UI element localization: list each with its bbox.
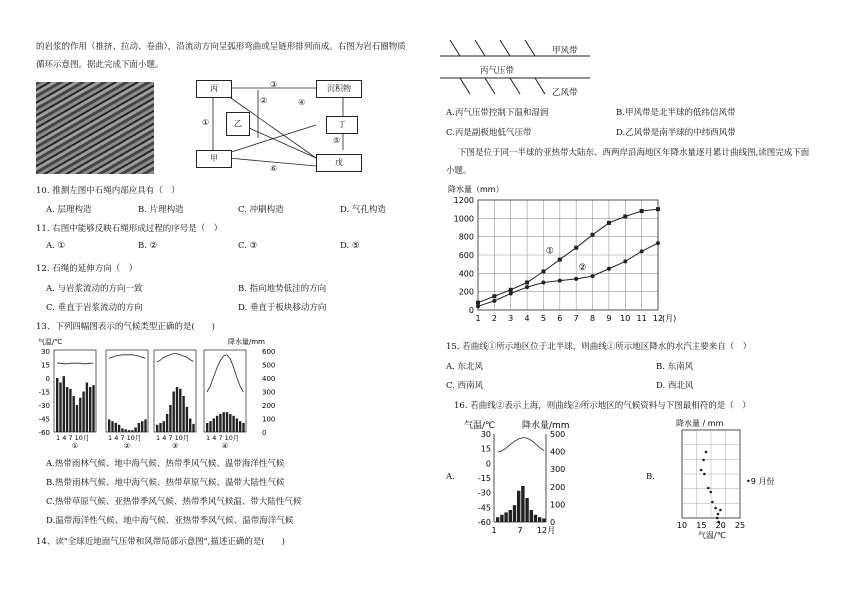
- y-tick-label: 200: [458, 287, 474, 297]
- precip-title: 降水量/mm: [522, 421, 570, 431]
- box-jia: 甲: [196, 150, 232, 168]
- p-tick: 200: [262, 402, 276, 410]
- series-point: [574, 246, 578, 250]
- y-tick-label: 800: [458, 232, 474, 242]
- x-tick-label: 10: [620, 314, 631, 323]
- precip-bar: [239, 421, 241, 432]
- precip-bar: [189, 419, 191, 433]
- scatter-point: [705, 451, 708, 454]
- t-tick: -45: [38, 415, 50, 424]
- scatter-point: [711, 501, 714, 504]
- series-point: [476, 304, 480, 308]
- intro-line2: 循环示意图。据此完成下面小题。: [36, 60, 164, 70]
- q14-option-c[interactable]: C.丙是副极地低气压带: [446, 128, 532, 138]
- q11-option-d[interactable]: D. ⑤: [340, 241, 360, 251]
- series-label: ②: [578, 263, 587, 274]
- precip-bar: [182, 396, 184, 432]
- intro-line1: 的岩浆的作用（推挤、拉动、卷曲），沿流动方向呈弧形弯曲或呈链形排列而成。右图为岩石圈物质: [36, 42, 406, 52]
- q10-option-c[interactable]: C. 冲刷构造: [238, 205, 284, 215]
- x-tick: 7: [517, 526, 523, 535]
- series-line-1: [478, 209, 658, 302]
- precip-bar: [232, 416, 234, 432]
- precip-bar: [111, 421, 113, 432]
- precip-bar: [56, 378, 58, 432]
- precip-bar: [504, 512, 507, 522]
- precip-bar: [166, 414, 168, 432]
- x-tick-label: 7: [573, 314, 579, 323]
- pressure-belt-bing: 丙气压带: [480, 66, 515, 76]
- q15-option-b[interactable]: B. 东南风: [656, 362, 694, 372]
- precip-bar: [517, 491, 520, 522]
- box-bing: 丙: [196, 80, 232, 98]
- precip-bar: [521, 486, 524, 522]
- x-tick-label: 12: [652, 314, 664, 323]
- scatter-point: [717, 513, 720, 516]
- t-tick: -45: [477, 503, 491, 513]
- precip-bar: [236, 419, 238, 433]
- p-tick: 500: [262, 361, 276, 370]
- num-1: ①: [202, 118, 210, 127]
- temp-curve: [207, 355, 243, 392]
- q13-stem: 13、下列四幅图表示的气候类型正确的是( ): [36, 322, 215, 332]
- x-tick-label: 8: [589, 314, 596, 323]
- precip-bar: [525, 498, 528, 522]
- precip-bar: [121, 428, 123, 432]
- series-point: [623, 215, 627, 219]
- series-point: [525, 285, 529, 289]
- series-point: [656, 207, 660, 211]
- q16-option-a[interactable]: A.: [446, 472, 455, 482]
- precip-bar: [138, 423, 140, 432]
- precip-bar: [229, 414, 231, 432]
- intro2-line2: 小题。: [446, 166, 472, 176]
- precip-bar: [242, 423, 244, 432]
- series-line-2: [478, 243, 658, 306]
- num-6: ⑥: [270, 164, 278, 173]
- x-tick-label: 9: [606, 314, 612, 323]
- series-point: [541, 281, 545, 285]
- precip-bar: [82, 392, 84, 433]
- month-ticks: 1 4 7 10月: [56, 434, 90, 442]
- series-point: [640, 209, 644, 213]
- precip-bar: [118, 425, 120, 432]
- series-point: [574, 277, 578, 281]
- t-tick: 15: [480, 444, 491, 454]
- q12-option-b[interactable]: B. 指向地势低洼的方向: [238, 284, 327, 294]
- x-tick-label: 3: [508, 314, 514, 323]
- precip-bar: [192, 424, 194, 432]
- precip-bar: [179, 389, 181, 432]
- t-tick: 15: [41, 361, 50, 370]
- x-tick-label: 1: [475, 314, 481, 323]
- precip-bar: [534, 515, 537, 522]
- x-tick-label: 6: [557, 314, 563, 323]
- temp-title: 气温/℃: [464, 421, 496, 431]
- q15-option-a[interactable]: A. 东北风: [446, 362, 484, 372]
- precip-bar: [125, 429, 127, 432]
- q14-option-b[interactable]: B.甲风带是北半球的低纬信风带: [616, 108, 736, 118]
- p-tick: 0: [550, 518, 556, 527]
- scatter-point: [700, 469, 703, 472]
- p-tick: 100: [550, 500, 566, 510]
- box-chen: 沉积物: [316, 80, 362, 98]
- t-tick: 0: [485, 459, 491, 469]
- y-tick-label: 400: [458, 269, 474, 279]
- precip-bar: [115, 423, 117, 432]
- precip-bar: [213, 419, 215, 433]
- y-tick-label: 1000: [453, 214, 474, 224]
- precip-bar: [173, 392, 175, 433]
- x-tick-label: 4: [524, 314, 530, 323]
- precip-bar: [163, 421, 165, 432]
- box-yi: 乙: [226, 112, 250, 136]
- q12-stem: 12. 石绳的延伸方向（ ）: [36, 264, 138, 274]
- precip-bar: [509, 510, 512, 522]
- num-3: ③: [270, 80, 278, 89]
- temp-curve: [109, 355, 145, 359]
- q12-option-c[interactable]: C. 垂直于岩浆流动的方向: [46, 303, 143, 313]
- precip-bar: [206, 423, 208, 432]
- q13-option-a[interactable]: A.热带雨林气候、地中海气候、热带季风气候、温带海洋性气候: [46, 459, 285, 469]
- y-tick-label: 1200: [453, 196, 474, 205]
- precip-bar: [92, 385, 94, 432]
- q11-option-b[interactable]: B. ②: [138, 241, 158, 251]
- t-tick: -60: [477, 518, 491, 527]
- precip-bar: [513, 505, 516, 522]
- t-tick: 30: [480, 430, 491, 439]
- q13-option-c[interactable]: C.热带草原气候、亚热带季风气候、热带季风气候温、带大陆性气候: [46, 497, 302, 507]
- panel-number: ③: [171, 442, 179, 450]
- precip-bar: [223, 412, 225, 432]
- cumulative-precip-chart: [440, 182, 677, 332]
- precip-bar: [219, 414, 221, 432]
- q12-option-a[interactable]: A. 与岩浆流动的方向一致: [46, 284, 143, 294]
- num-5: ⑤: [333, 136, 341, 145]
- panel-number: ④: [221, 442, 229, 450]
- month-ticks: 1 4 7 10月: [156, 434, 190, 442]
- x-tick: 1: [491, 526, 497, 535]
- month-ticks: 1 4 7 10月: [206, 434, 240, 442]
- p-tick: 0: [262, 429, 267, 437]
- p-tick: 300: [262, 388, 276, 397]
- scatter-point: [707, 487, 710, 490]
- series-point: [509, 288, 513, 292]
- series-point: [558, 279, 562, 283]
- x-unit: (月): [662, 314, 677, 323]
- series-point: [492, 299, 496, 303]
- precip-bar: [216, 416, 218, 432]
- precip-bar: [500, 515, 503, 522]
- series-point: [525, 281, 529, 285]
- q15-stem: 15. 若曲线①所示地区位于北半球，则曲线①所示地区降水的水汽主要来自（ ）: [446, 342, 752, 352]
- q14-option-d[interactable]: D.乙风带是南半球的中纬西风带: [616, 128, 736, 138]
- q11-stem: 11. 右图中能够反映石绳形成过程的序号是（ ）: [36, 224, 223, 234]
- chart-ylabel: 降水量（mm）: [448, 185, 504, 194]
- precip-bar: [496, 517, 499, 522]
- series-point: [591, 233, 595, 237]
- precip-bar: [134, 428, 136, 433]
- t-tick: 0: [45, 375, 50, 383]
- p-tick: 200: [550, 482, 566, 492]
- precip-bar: [141, 421, 143, 432]
- intro2-line1: 下图是位于同一半球的亚热带大陆东、西两岸沿海地区年降水量逐月累计曲线图,读图完成下面: [458, 148, 810, 158]
- box-wu: 戊: [316, 154, 362, 172]
- p-tick: 500: [550, 430, 566, 439]
- climate-panel-frame: [106, 350, 148, 432]
- q13-option-b[interactable]: B.热带雨林气候、地中海气候、热带草原气候、温带大陆性气候: [46, 478, 285, 488]
- q10-option-b[interactable]: B. 片理构造: [138, 205, 184, 215]
- temp-title: 气温/℃: [698, 531, 726, 540]
- precip-bar: [89, 387, 91, 432]
- y-tick-label: 0: [468, 306, 474, 315]
- temp-axis-title: 气温/℃: [38, 338, 63, 346]
- x-tick: 12月: [536, 526, 556, 535]
- precip-bar: [128, 430, 130, 432]
- y-tick-label: 600: [458, 251, 474, 260]
- q10-option-a[interactable]: A. 层理构造: [46, 205, 92, 215]
- precip-bar: [186, 407, 188, 432]
- p-tick: 100: [262, 415, 276, 424]
- p-tick: 400: [550, 447, 566, 457]
- q16-stem: 16. 若曲线②表示上海，则曲线②所示地区的气候资料与下图最相符的是（ ）: [454, 401, 751, 411]
- q10-stem: 10. 推测左图中石绳内部应具有（ ）: [36, 186, 180, 196]
- series-label: ①: [545, 246, 554, 257]
- q14-stem: 14、读"全球近地面气压带和风带局部示意图",描述正确的是( ): [36, 537, 285, 547]
- precip-bar: [226, 412, 228, 432]
- scatter-point: [702, 459, 705, 462]
- temp-curve: [498, 438, 544, 452]
- scatter-point: [716, 517, 719, 520]
- precip-bar: [144, 419, 146, 432]
- scatter-point: [719, 509, 722, 512]
- q15-option-c[interactable]: C. 西南风: [446, 381, 484, 391]
- precip-axis-title: 降水量/mm: [228, 338, 265, 346]
- precip-bar: [108, 419, 110, 432]
- series-point: [492, 294, 496, 298]
- precip-bar: [131, 430, 133, 432]
- q16-climate-chart-a: [460, 418, 600, 538]
- precip-title: 降水量 / mm: [676, 419, 724, 428]
- q13-option-d[interactable]: D.温带海洋性气候、地中海气候、亚热带季风气候、温带海洋气候: [46, 516, 294, 526]
- precip-bar: [79, 398, 81, 432]
- four-climate-charts: [36, 336, 276, 448]
- x-tick-label: 5: [540, 314, 547, 323]
- q15-option-d[interactable]: D. 西北风: [656, 381, 694, 391]
- panel-number: ②: [123, 442, 131, 450]
- t-tick: -30: [38, 402, 50, 410]
- precip-bar: [176, 387, 178, 432]
- precip-bar: [159, 423, 161, 432]
- rock-cycle-diagram: [188, 78, 368, 178]
- panel-number: ①: [71, 442, 79, 450]
- box-ding: 丁: [326, 116, 358, 134]
- x-tick: 15: [696, 521, 707, 530]
- series-point: [541, 270, 545, 274]
- precip-bar: [209, 421, 211, 432]
- t-tick: -30: [477, 488, 491, 498]
- x-tick-label: 2: [491, 314, 497, 323]
- temp-curve: [57, 363, 93, 364]
- scatter-point: [714, 507, 717, 510]
- scatter-point: [710, 491, 713, 494]
- series-point: [656, 241, 660, 245]
- rope-lava-photo: [36, 82, 154, 174]
- q14-option-a[interactable]: A.丙气压带控制下温和湿润: [446, 108, 549, 118]
- series-point: [558, 258, 562, 262]
- precip-bar: [59, 383, 61, 433]
- x-tick: 25: [734, 521, 746, 530]
- precip-bar: [69, 389, 71, 432]
- q12-option-d[interactable]: D. 垂直于板块移动方向: [238, 303, 327, 313]
- num-2: ②: [260, 96, 268, 105]
- p-tick: 600: [262, 348, 276, 356]
- series-point: [607, 221, 611, 225]
- precip-bar: [66, 387, 68, 432]
- precip-bar: [542, 518, 545, 522]
- series-point: [623, 259, 627, 263]
- month-ticks: 1 4 7 10月: [108, 434, 142, 442]
- q11-option-c[interactable]: C. ③: [238, 241, 258, 251]
- q16-scatter-chart-b: [668, 416, 818, 538]
- t-tick: -15: [477, 474, 491, 483]
- series-point: [476, 301, 480, 305]
- q11-option-a[interactable]: A. ①: [46, 241, 66, 251]
- series-point: [607, 267, 611, 271]
- p-tick: 300: [550, 465, 566, 475]
- t-tick: 30: [41, 348, 50, 356]
- precip-bar: [86, 383, 88, 433]
- x-tick-label: 11: [636, 314, 647, 323]
- x-tick: 20: [715, 521, 726, 530]
- wind-belt-jia: 甲风带: [552, 46, 578, 56]
- scatter-point: [703, 473, 706, 476]
- x-tick: 10: [676, 521, 688, 530]
- month-label: •9 月份: [746, 477, 775, 486]
- climate-panel-frame: [204, 350, 246, 432]
- series-point: [509, 292, 513, 296]
- precip-bar: [156, 425, 158, 432]
- q10-option-d[interactable]: D. 气孔构造: [340, 205, 386, 215]
- p-tick: 400: [262, 375, 276, 383]
- precip-bar: [530, 510, 533, 522]
- t-tick: -15: [38, 388, 50, 397]
- q16-option-b[interactable]: B.: [646, 472, 655, 482]
- precip-bar: [73, 396, 75, 432]
- precip-bar: [63, 376, 65, 432]
- series-point: [591, 274, 595, 278]
- series-point: [640, 249, 644, 253]
- precip-bar: [169, 405, 171, 432]
- temp-curve: [157, 354, 193, 362]
- precip-bar: [538, 517, 541, 522]
- t-tick: -60: [38, 429, 50, 437]
- wind-belt-yi: 乙风带: [552, 88, 578, 98]
- precip-bar: [76, 405, 78, 432]
- num-4: ④: [298, 98, 306, 107]
